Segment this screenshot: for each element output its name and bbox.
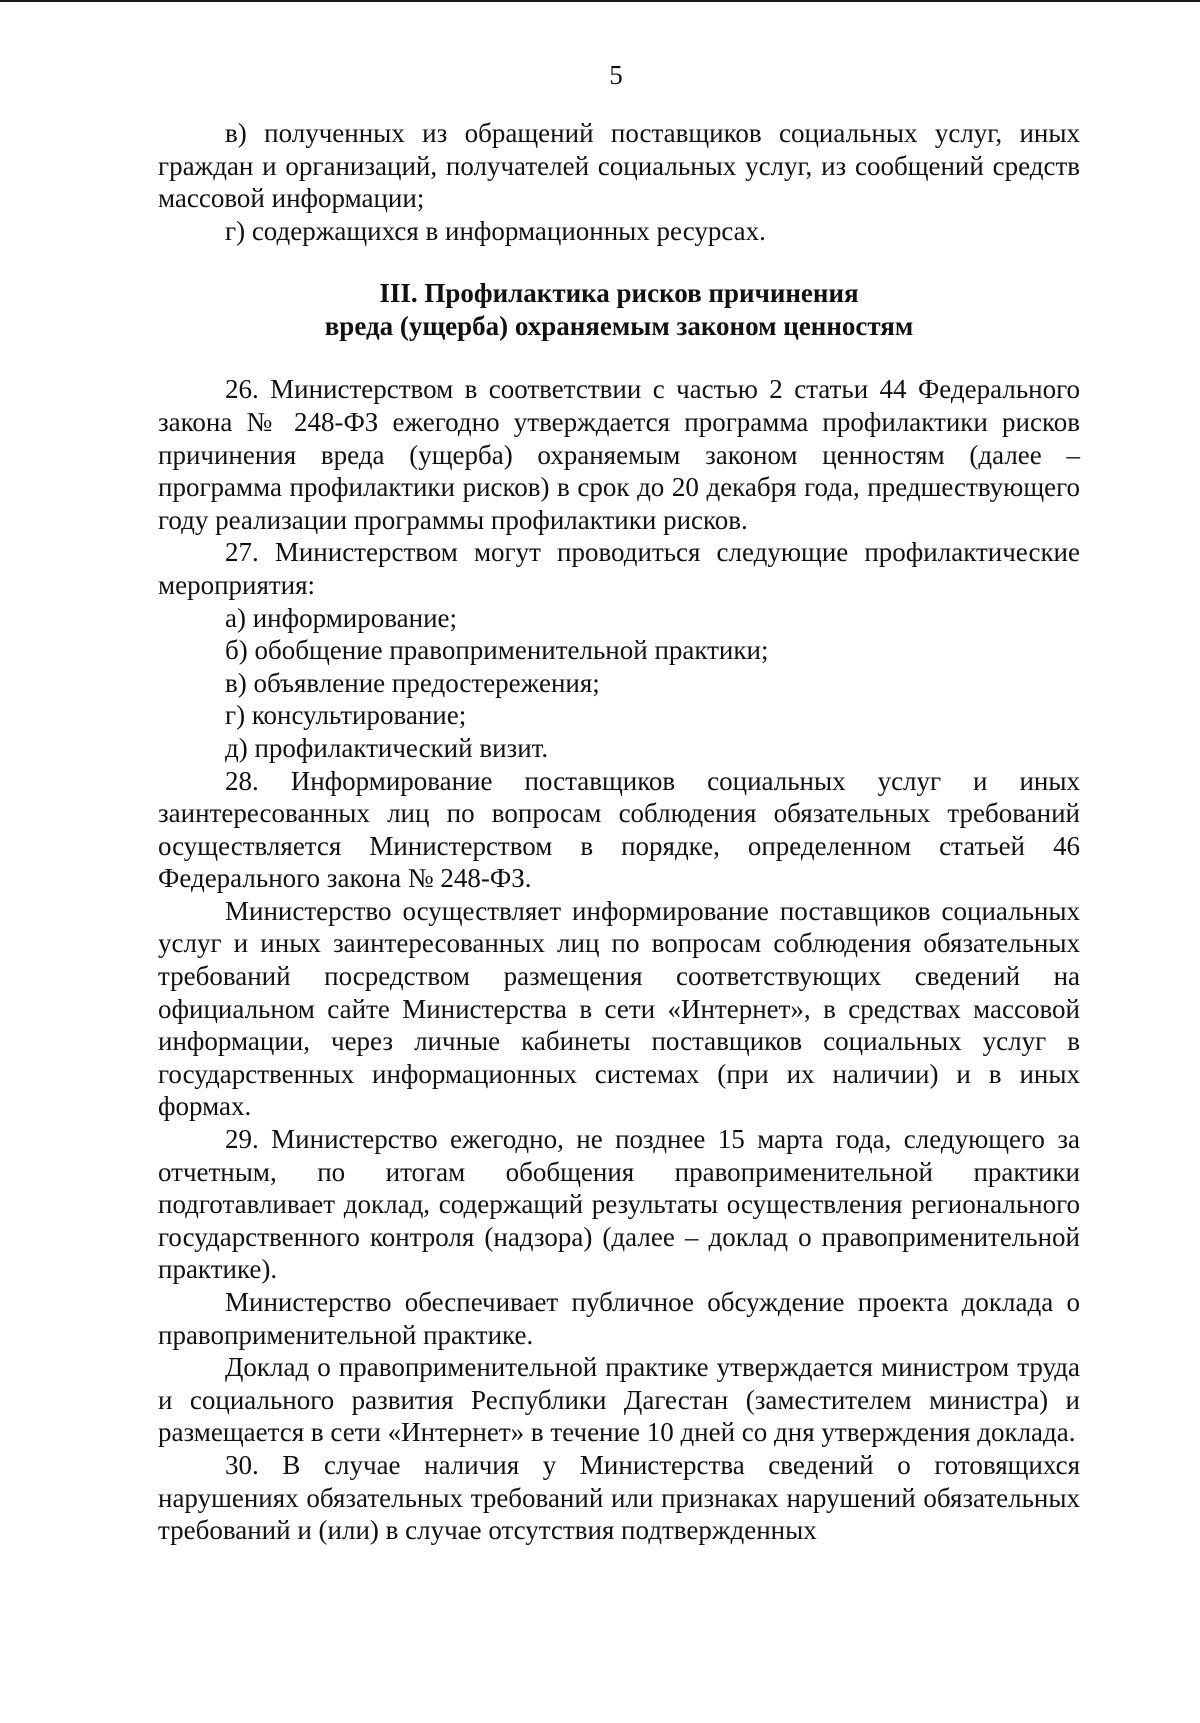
paragraph-item-v: в) полученных из обращений поставщиков социальных услуг, иных граждан и организаций, получателей социальных услуг, из сообщений средств массовой информации; [158, 118, 1080, 214]
top-border-line [0, 0, 1200, 2]
list-item-a: а) информирование; [225, 602, 458, 633]
paragraph-item-g: г) содержащихся в информационных ресурсах. [225, 215, 766, 246]
list-item-d: д) профилактический визит. [225, 732, 549, 763]
paragraph-29: 29. Министерство ежегодно, не позднее 15 марта года, следующего за отчетным, по итогам обобщения правоприменительной практики подготавливает доклад, содержащий результаты осуществления регионального государственного контроля (надзора) (далее – доклад о правоприменительной практике). [158, 1124, 1080, 1285]
paragraph-26: 26. Министерством в соответствии с частью 2 статьи 44 Федерального закона № 248-ФЗ ежегодно утверждается программа профилактики рисков причинения вреда (ущерба) охраняемым законом ценностям (далее – программа профилактики рисков) в срок до 20 декабря года, предшествующего году реализации программы профилактики рисков. [158, 374, 1080, 535]
paragraph-29-approval: Доклад о правоприменительной практике утверждается министром труда и социального развития Республики Дагестан (заместителем министра) и размещается в сети «Интернет» в течение 10 дней со дня утверждения доклада. [158, 1352, 1080, 1448]
section-heading-line2: вреда (ущерба) охраняемым законом ценностям [324, 311, 914, 342]
list-item-g: г) консультирование; [225, 700, 467, 731]
list-item-b: б) обобщение правоприменительной практики; [225, 635, 769, 666]
paragraph-28: 28. Информирование поставщиков социальных услуг и иных заинтересованных лиц по вопросам соблюдения обязательных требований осуществляется Министерством в порядке, определенном статьей 46 Федерального закона № 248-ФЗ. [158, 765, 1080, 894]
paragraph-29-discussion: Министерство обеспечивает публичное обсуждение проекта доклада о правоприменительной практике. [158, 1287, 1080, 1350]
document-body [158, 117, 1080, 1547]
paragraph-30: 30. В случае наличия у Министерства сведений о готовящихся нарушениях обязательных требований или признаках нарушений обязательных требований и (или) в случае отсутствия подтвержденных [158, 1449, 1080, 1546]
section-heading [158, 277, 1080, 343]
list-item-v: в) объявление предостережения; [225, 667, 600, 698]
section-heading-line1: III. Профилактика рисков причинения [379, 278, 859, 309]
paragraph-28-continued: Министерство осуществляет информирование поставщиков социальных услуг и иных заинтересованных лиц по вопросам соблюдения обязательных требований посредством размещения соответствующих сведений на официальном сайте Министерства в сети «Интернет», в средствах массовой информации, через личные кабинеты поставщиков социальных услуг в государственных информационных системах (при их наличии) и в иных формах. [158, 895, 1080, 1122]
paragraph-27: 27. Министерством могут проводиться следующие профилактические мероприятия: [158, 537, 1080, 600]
page-number: 5 [609, 60, 623, 90]
